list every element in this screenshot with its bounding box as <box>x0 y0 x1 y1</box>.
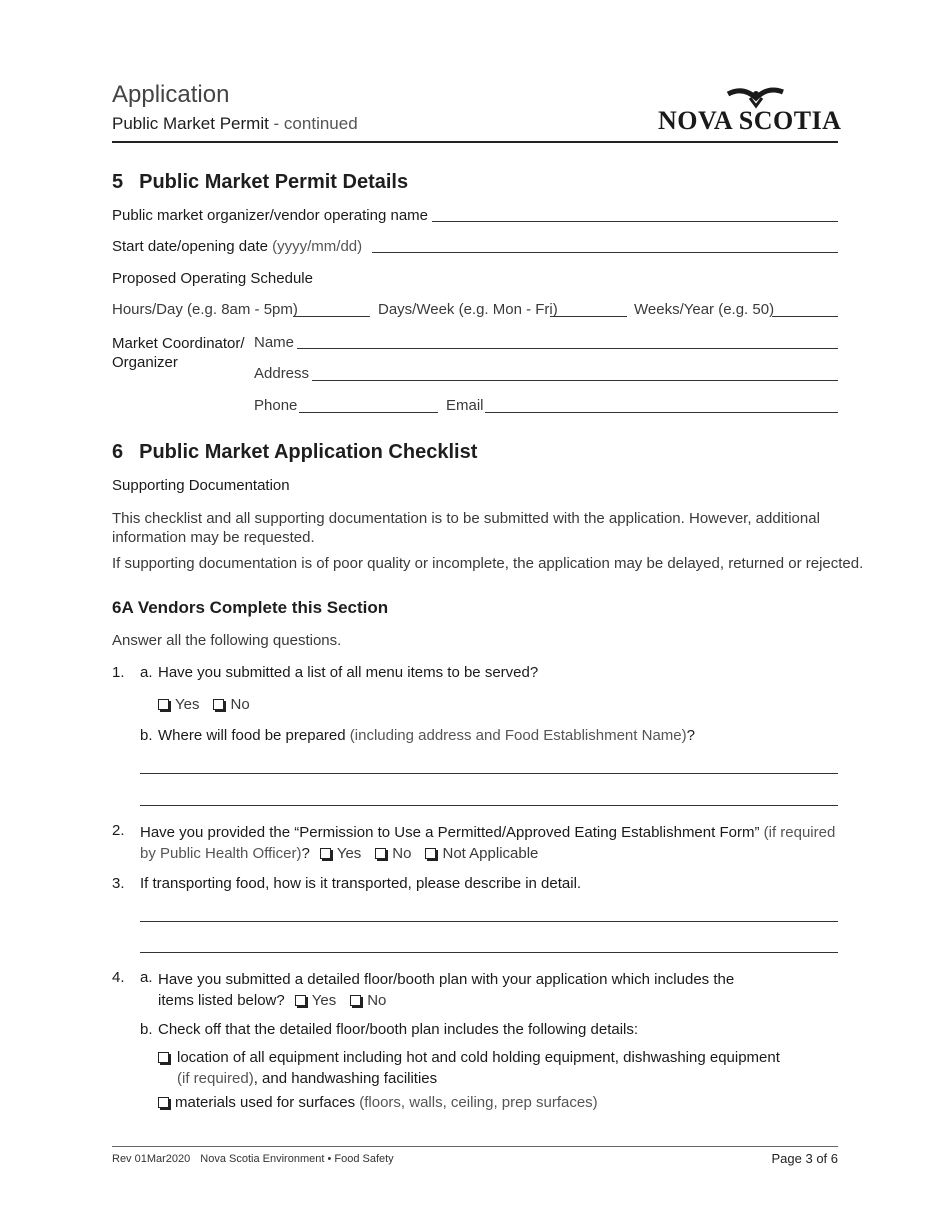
coordinator-phone-field[interactable] <box>299 412 438 413</box>
coordinator-label-line1: Market Coordinator/ <box>112 335 245 352</box>
q4b-item-1-light: (if required) <box>177 1070 254 1087</box>
supporting-doc-label: Supporting Documentation <box>112 477 290 494</box>
question-4-number: 4. <box>112 969 125 986</box>
section-5-number: 5 <box>112 171 124 193</box>
document-title: Application <box>112 81 230 108</box>
section-6-title: Public Market Application Checklist <box>139 441 478 463</box>
question-4a-letter: a. <box>140 969 153 986</box>
subtitle-rest: - continued <box>268 114 358 133</box>
q3-answer-line-1[interactable] <box>140 921 838 922</box>
checkbox-icon[interactable] <box>213 699 224 710</box>
q1b-end: ? <box>686 727 695 744</box>
section-6-heading <box>112 441 477 464</box>
q4b-item-1 <box>158 1047 780 1089</box>
footer-rev: Rev 01Mar2020 <box>112 1153 191 1165</box>
address-label: Address <box>254 365 310 382</box>
days-label: Days/Week (e.g. Mon - Fri) <box>378 301 558 318</box>
coordinator-label <box>112 334 245 372</box>
question-2-text <box>140 822 835 864</box>
subtitle-bold: Public Market Permit <box>112 114 269 133</box>
nova-scotia-logo <box>658 84 842 135</box>
footer-rule <box>112 1146 838 1147</box>
q4b-item-2-light: (floors, walls, ceiling, prep surfaces) <box>355 1094 598 1111</box>
q4a-no-option[interactable] <box>350 992 386 1009</box>
hours-label: Hours/Day (e.g. 8am - 5pm) <box>112 301 298 318</box>
question-1a-text: Have you submitted a list of all menu items to be served? <box>158 664 539 681</box>
checkbox-icon[interactable] <box>350 995 361 1006</box>
checklist-paragraph-1 <box>112 509 820 547</box>
start-date-hint: (yyyy/mm/dd) <box>272 238 363 255</box>
hours-field[interactable] <box>293 316 370 317</box>
question-4b-letter: b. <box>140 1021 153 1038</box>
section-6a-heading: 6A Vendors Complete this Section <box>112 598 389 617</box>
footer-page-number: Page 3 of 6 <box>771 1151 838 1166</box>
paragraph-1-line-1: This checklist and all supporting documentation is to be submitted with the application. However, additional <box>112 510 820 527</box>
phone-label: Phone <box>254 397 298 414</box>
q4b-item-1-line-2 <box>177 1068 780 1089</box>
document-subtitle <box>112 114 358 134</box>
q2-bold: Have you provided the “Permission to Use a Permitted/Approved Eating Establishment Form” <box>140 824 760 841</box>
organizer-label: Public market organizer/vendor operating name <box>112 207 429 224</box>
q1a-yes-option[interactable] <box>158 696 199 713</box>
checkbox-icon[interactable] <box>295 995 306 1006</box>
question-1b-text <box>158 727 695 744</box>
question-1a-letter: a. <box>140 664 153 681</box>
q2-yes-option[interactable] <box>320 845 361 862</box>
days-field[interactable] <box>550 316 627 317</box>
header-rule <box>112 141 838 143</box>
question-1b-letter: b. <box>140 727 153 744</box>
checkbox-icon[interactable] <box>158 1052 169 1063</box>
name-label: Name <box>254 334 295 351</box>
paragraph-1-line-2: information may be requested. <box>112 529 315 546</box>
question-1a-options <box>158 696 264 713</box>
checklist-paragraph-2: If supporting documentation is of poor quality or incomplete, the application may be delayed, returned or rejected. <box>112 555 864 572</box>
q4a-yes-label: Yes <box>311 992 337 1009</box>
question-4b-text: Check off that the detailed floor/booth plan includes the following details: <box>158 1021 639 1038</box>
q4b-item-1-line-1: location of all equipment including hot and cold holding equipment, dishwashing equipment <box>177 1049 780 1066</box>
q3-answer-line-2[interactable] <box>140 952 838 953</box>
question-2-number: 2. <box>112 822 125 839</box>
q2-light-2: by Public Health Officer) <box>140 845 302 862</box>
schedule-label: Proposed Operating Schedule <box>112 270 313 287</box>
q2-yes-label: Yes <box>336 845 362 862</box>
coordinator-name-field[interactable] <box>297 348 838 349</box>
logo-text: NOVA SCOTIA <box>658 106 842 135</box>
q4a-no-label: No <box>367 992 387 1009</box>
section-5-title: Public Market Permit Details <box>139 171 409 193</box>
question-4a-text <box>158 969 734 1011</box>
footer-dept: Nova Scotia Environment • Food Safety <box>200 1153 394 1165</box>
checkbox-icon[interactable] <box>158 699 169 710</box>
q1b-bold: Where will food be prepared <box>158 727 346 744</box>
coordinator-email-field[interactable] <box>485 412 838 413</box>
checkbox-icon[interactable] <box>425 848 436 859</box>
start-date-field[interactable] <box>372 252 838 253</box>
q2-na-option[interactable] <box>425 845 538 862</box>
question-3-number: 3. <box>112 875 125 892</box>
email-label: Email <box>446 397 484 414</box>
coordinator-label-line2: Organizer <box>112 354 178 371</box>
section-5-heading <box>112 171 408 194</box>
q2-light-1: (if required <box>759 824 836 841</box>
start-date-label <box>112 238 362 255</box>
q2-no-option[interactable] <box>375 845 411 862</box>
weeks-field[interactable] <box>772 316 838 317</box>
q4a-line-2 <box>158 990 734 1011</box>
q1a-no-option[interactable] <box>213 696 249 713</box>
section-6-number: 6 <box>112 441 124 463</box>
q2-na-label: Not Applicable <box>442 845 539 862</box>
q2-line-2 <box>140 843 835 864</box>
footer-left <box>112 1153 394 1165</box>
start-date-text: Start date/opening date <box>112 238 268 255</box>
q1b-light: (including address and Food Establishment Name) <box>345 727 687 744</box>
q4a-line-2-text: items listed below? <box>158 992 285 1009</box>
q4b-item-2 <box>158 1094 598 1111</box>
q1a-yes-label: Yes <box>175 696 200 713</box>
organizer-name-field[interactable] <box>432 221 838 222</box>
q1b-answer-line-1[interactable] <box>140 773 838 774</box>
q4b-item-2-bold: materials used for surfaces <box>175 1094 356 1111</box>
q4a-yes-option[interactable] <box>295 992 336 1009</box>
q4b-item-1-text <box>177 1047 780 1089</box>
checkbox-icon[interactable] <box>375 848 386 859</box>
question-3-text: If transporting food, how is it transported, please describe in detail. <box>140 875 582 892</box>
q2-no-label: No <box>392 845 412 862</box>
q1a-no-label: No <box>230 696 250 713</box>
section-6a-intro: Answer all the following questions. <box>112 632 342 649</box>
checkbox-icon[interactable] <box>158 1097 169 1108</box>
q4b-item-1-end: , and handwashing facilities <box>253 1070 438 1087</box>
coordinator-address-field[interactable] <box>312 380 838 381</box>
q1b-answer-line-2[interactable] <box>140 805 838 806</box>
q2-end: ? <box>301 845 310 862</box>
weeks-label: Weeks/Year (e.g. 50) <box>634 301 775 318</box>
q4a-line-1: Have you submitted a detailed floor/booth plan with your application which includes the <box>158 971 735 988</box>
q2-line-1 <box>140 822 835 843</box>
question-1-number: 1. <box>112 664 125 681</box>
checkbox-icon[interactable] <box>320 848 331 859</box>
